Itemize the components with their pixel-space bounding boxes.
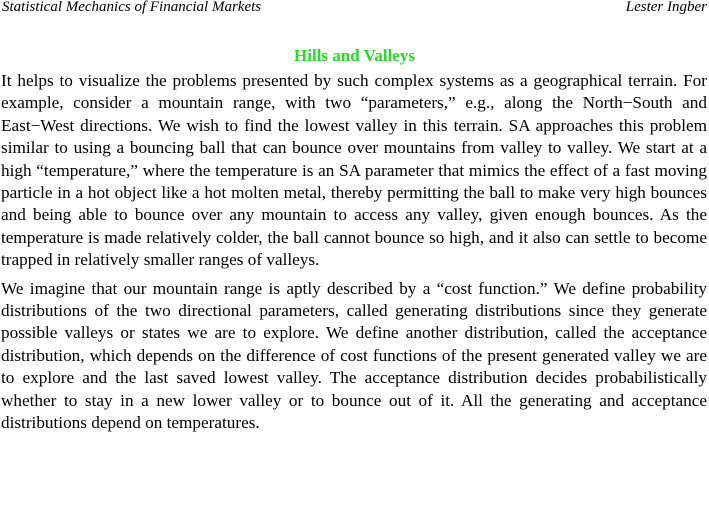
section-heading: Hills and Valleys xyxy=(294,46,415,65)
paragraph-1: It helps to visualize the problems presented by such complex systems as a geographical terrain. For example, consider a mountain range, with two “parameters,” e.g., along the North−South and East−West directions. We wish to find the lowest valley in this terrain. SA approaches this problem similar to using a bouncing ball that can bounce over mountains from valley to valley. We start at a high “temperature,” where the temperature is an SA parameter that mimics the effect of a fast moving particle in a hot object like a hot molten metal, thereby permitting the ball to make very high bounces and being able to bounce over any mountain to access any valley, given enough bounces. As the temperature is made relatively colder, the ball cannot bounce so high, and it also can settle to become trapped in relatively smaller ranges of valleys. xyxy=(1,71,707,270)
body-text xyxy=(1,70,707,435)
header-author: Lester Ingber xyxy=(625,0,707,15)
paragraph-2: We imagine that our mountain range is aptly described by a “cost function.” We define probability distributions of the two directional parameters, called generating distributions since they generate possible valleys or states we are to explore. We define another distribution, called the acceptance distribution, which depends on the difference of cost functions of the present generated valley we are to explore and the last saved lowest valley. The acceptance distribution decides probabilistically whether to stay in a new lower valley or to bounce out of it. All the generating and acceptance distributions depend on temperatures. xyxy=(1,278,707,433)
running-header xyxy=(2,0,707,16)
header-title: Statistical Mechanics of Financial Markets xyxy=(2,0,262,15)
